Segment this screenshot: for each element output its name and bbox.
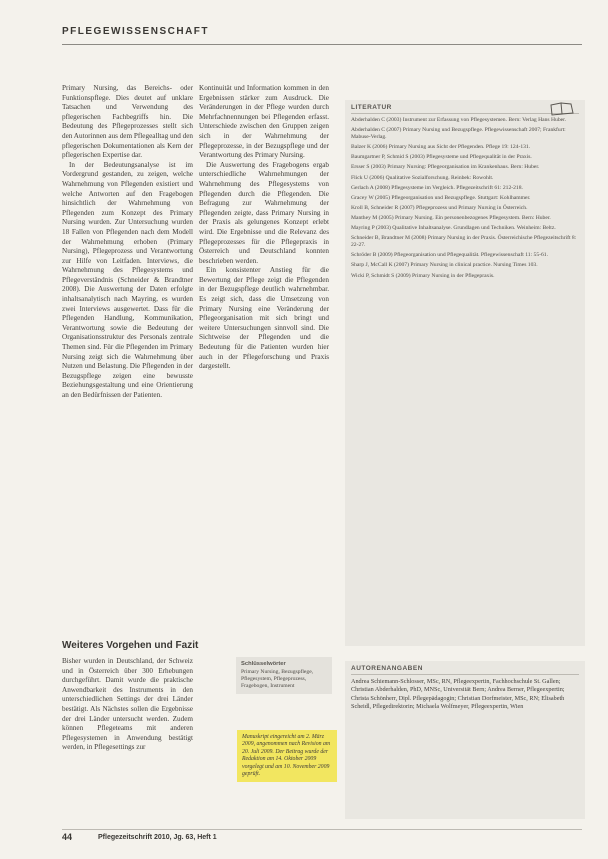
reference-item: Baumgartner P, Schmid S (2003) Pflegesysteme und Pflegequalität in der Praxis. (351, 154, 532, 161)
paragraph: Bisher wurden in Deutschland, der Schweiz und in Österreich über 300 Erhebungen durchgeführt. Damit wurde die praktische Anwendbarkeit des Instruments in den unterschiedlichen Settings der drei Länder bestätigt. Als Nächstes sollen die Ergebnisse der drei Länder untersucht werden. Zudem können Pflegeteams mit anderen Pflegesystemen in Anwendung bestätigt werden, in Pflegesettings zur (62, 657, 193, 752)
literature-box (345, 100, 585, 646)
keywords-box (236, 657, 332, 694)
reference-item: Schneider B, Brandtner M (2008) Primary Nursing in der Praxis. Österreichische Pflegezeitschrift 8: 22-27. (351, 235, 577, 249)
reference-item: Schröder B (2009) Pflegeorganisation und Pflegequalität. Pflegewissenschaft 11: 55-61. (351, 252, 548, 259)
reference-item: Manthey M (2005) Primary Nursing. Ein personenbezogenes Pflegesystem. Bern: Huber. (351, 214, 551, 221)
keywords-heading: Schlüsselwörter (241, 661, 286, 667)
reference-item: Gracey W (2005) Pflegeorganisation und Bezugspflege. Stuttgart: Kohlhammer. (351, 194, 531, 201)
reference-item: Mayring P (2003) Qualitative Inhaltsanalyse. Grundlagen und Techniken. Weinheim: Beltz. (351, 225, 556, 232)
reference-item: Balzer K (2006) Primary Nursing aus Sicht der Pflegenden. Pflege 19: 124-131. (351, 144, 531, 151)
paragraph: Ein konsistenter Anstieg für die Bewertung der Pflege zeigt die Pflegenden in der Bezugspflege deutlich wahrnehmbar. Es zeigt sich, dass die Umsetzung von Primary Nursing eine Veränderung der Pflegeorganisation mit sich bringt und weitere Untersuchungen sinnvoll sind. Die Sichtweise der Pflegenden und die Bedeutung für die Patienten wurden hier auch in der Pflegeforschung und Praxis dargestellt. (199, 266, 329, 371)
keywords-text: Primary Nursing, Bezugspflege, Pflegesystem, Pflegeprozess, Fragebogen, Instrument (241, 669, 314, 689)
literature-heading: LITERATUR (351, 104, 579, 114)
paragraph: In der Bedeutungsanalyse ist im Vordergrund gestanden, zu zeigen, welche Wahrnehmung von Pflegenden existiert und welche Antworten auf den Fragebogen hinsichtlich der Wahrnehmung von Pflegenden zum Konzept des Primary Nursing wurden. Zur Untersuchung wurden 18 Fallen von Pflegenden nach dem Modell der Wahrnehmung erhoben (Primary Nursing), Pflegeprozess und Verantwortung zur Hilfe von Leitfaden. Interviews, die Wahrnehmung des Pflegesystems und Pflegeverständnis (Schneider & Brandtner 2008). Die Auswertung der Daten erfolgte inhaltsanalytisch nach Mayring, es wurden zwei Interviews ausgewertet. Dass für die Pflegenden Handlung, Kommunikation, Verantwortung sowie die Bedeutung der Organisationsstruktur des Personals zentrale Themen sind. Für die Pflegenden im Primary Nursing zeigt sich die Wahrnehmung über Nutzen und Belastung. Die Pflegenden in der Bezugspflege zeigen eine bewusste Beziehungsgestaltung und eine Orientierung an den Bedürfnissen der Patienten. (62, 160, 193, 399)
body-column-left-bottom (62, 657, 193, 753)
reference-item: Ersser S (2003) Primary Nursing: Pflegeorganisation im Krankenhaus. Bern: Huber. (351, 164, 540, 171)
reference-item: Sharp J, McCall K (2007) Primary Nursing in clinical practice. Nursing Times 103. (351, 262, 538, 269)
reference-item: Wicki P, Schmidt S (2009) Primary Nursing in der Pflegepraxis. (351, 272, 495, 279)
reference-item: Kroll B, Schneider R (2007) Pflegeprozess und Primary Nursing in Österreich. (351, 204, 528, 211)
authors-box (345, 661, 585, 819)
submission-note: Manuskript eingereicht am 2. März 2009, angenommen nach Revision am 20. Juli 2009. Der Beitrag wurde der Redaktion am 14. Oktober 2009 vorgelegt und am 10. November 2009 geprüft. (237, 730, 337, 782)
paragraph: Die Auswertung des Fragebogens ergab unterschiedliche Wahrnehmungen der Wahrnehmung des Pflegesystems von Pflegenden durch die Pflegenden. Die Befragung zur Wahrnehmung der Pflegenden zeigte, dass Primary Nursing in der Praxis als gelungenes Konzept erlebt wird. Die Ergebnisse und die Relevanz des Pflegeprozesses für die Pflegepraxis in Österreich und Deutschland konnten beschrieben werden. (199, 160, 329, 265)
book-icon (549, 102, 575, 116)
body-column-middle (199, 84, 329, 372)
paragraph: Kontinuität und Information kommen in den Ergebnissen stärker zum Ausdruck. Die Veränderungen in der Pflege wurden durch Mehrfachnennungen bei Pflegenden erfasst. Unterschiede zwischen den Gruppen zeigen sich in der Wahrnehmung der Pflegeprozesse, in der Bezugspflege und der Verantwortung des Primary Nursing. (199, 84, 329, 160)
paragraph: Primary Nursing, das Bereichs- oder Funktionspflege. Dies deutet auf unklare Tatsachen und Verwendung des pflegerischen Fachbegriffs hin. Die Bedeutung des Pflegeprozesses stellt sich den Autorinnen aus dem Pflegealltag und den pflegerischen Dokumentationen als Kern der pflegerischen Expertise dar. (62, 84, 193, 160)
authors-heading: AUTORENANGABEN (351, 665, 579, 675)
reference-item: Gerlach A (2008) Pflegesysteme im Vergleich. Pflegezeitschrift 61: 212-218. (351, 184, 523, 191)
authors-text: Andrea Schiemann-Schlosser, MSc, RN, Pflegeexpertin, Fachhochschule St. Gallen; Christian Abderhalden, PhD, MNSc, Universität Bern; Andrea Berner, Pflegeexpertin; Christa Schönherr, Dipl. Pflegepädagogin; Christian Dorfmeister, MSc, RN; Elisabeth Scheidl, Pflegedirektorin; Michaela Wolfmeyer, Pflegeexpertin, Wien (351, 678, 565, 710)
page-footer (62, 829, 582, 844)
reference-item: Abderhalden C (2003) Instrument zur Erfassung von Pflegesystemen. Bern: Verlag Hans Huber. (351, 117, 567, 123)
journal-citation: Pflegezeitschrift 2010, Jg. 63, Heft 1 (98, 834, 217, 841)
body-column-left (62, 84, 193, 401)
page-number: 44 (62, 832, 73, 842)
section-title: PFLEGEWISSENSCHAFT (62, 26, 210, 37)
page-header (62, 22, 582, 45)
reference-list (351, 117, 579, 280)
reference-item: Abderhalden C (2007) Primary Nursing und Bezugspflege. Pflegewissenschaft 2007; Frankfurt: Mabuse-Verlag. (351, 127, 566, 141)
reference-item: Flick U (2006) Qualitative Sozialforschung. Reinbek: Rowohlt. (351, 174, 494, 181)
section-heading: Weiteres Vorgehen und Fazit (62, 640, 199, 651)
